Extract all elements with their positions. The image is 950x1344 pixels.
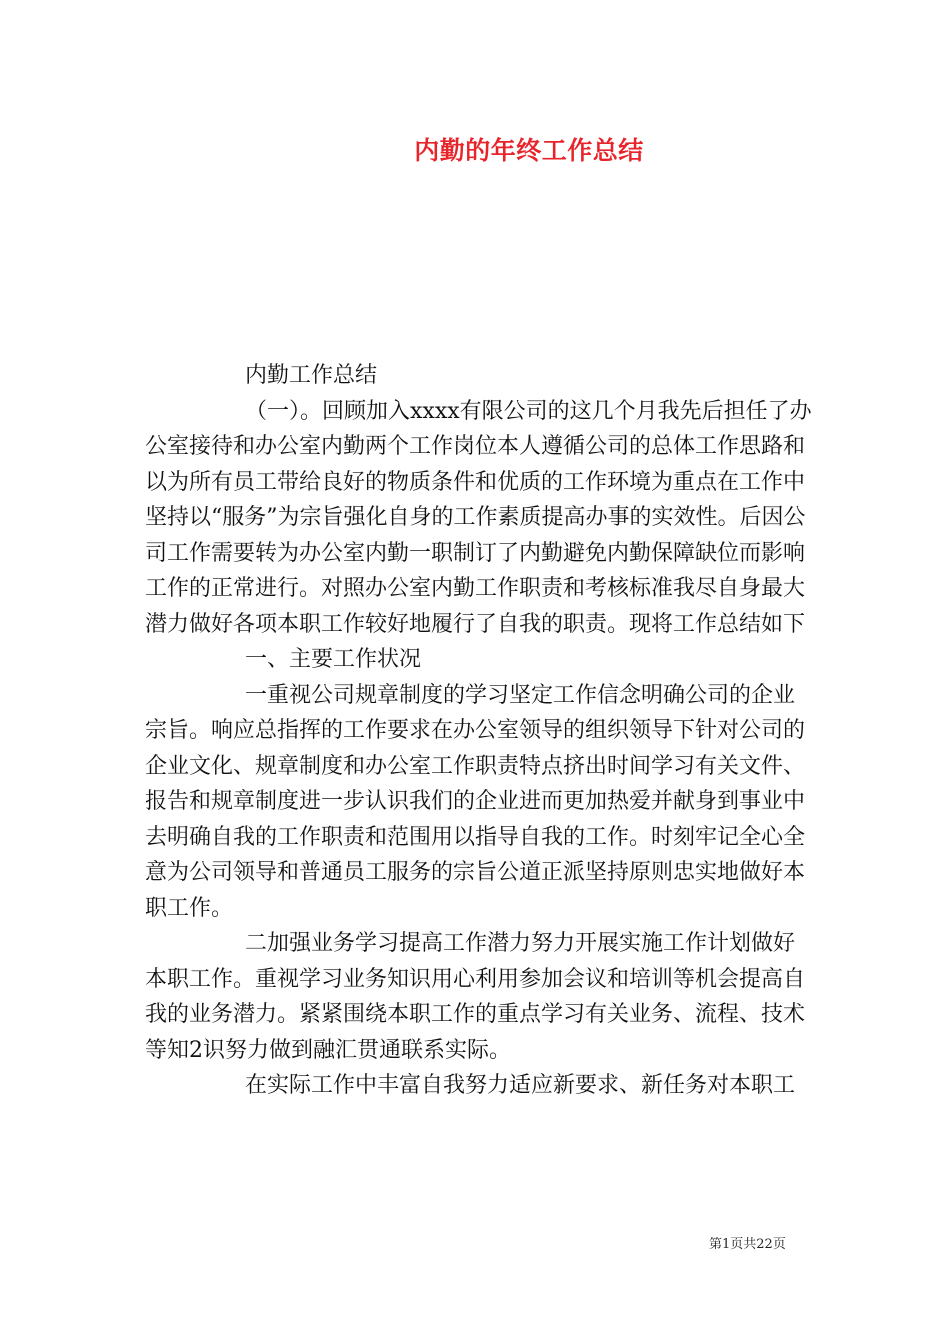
section-heading-main-work: 一、主要工作状况 — [245, 647, 422, 672]
document-title: 内勤的年终工作总结 — [414, 136, 644, 165]
page-indicator: 第1页共22页 — [709, 1237, 786, 1252]
document-heading: 内勤工作总结 — [245, 363, 378, 388]
document-body — [145, 358, 815, 1104]
paragraph-practical-work: 在实际工作中丰富自我努力适应新要求、新任务对本职工 — [245, 1073, 796, 1098]
paragraph-regulations: 一重视公司规章制度的学习坚定工作信念明确公司的企业宗旨。响应总指挥的工作要求在办公室领导的组织领导下针对公司的企业文化、规章制度和办公室工作职责特点挤出时间学习有关文件、报告和规章制度进一步认识我们的企业进而更加热爱并献身到事业中去明确自我的工作职责和范围用以指导自我的工作。时刻牢记全心全意为公司领导和普通员工服务的宗旨公道正派坚持原则忠实地做好本职工作。 — [145, 682, 806, 921]
paragraph-intro: （一）。回顾加入xxxx有限公司的这几个月我先后担任了办公室接待和办公室内勤两个工作岗位本人遵循公司的总体工作思路和以为所有员工带给良好的物质条件和优质的工作环境为重点在工作中坚持以“服务”为宗旨强化自身的工作素质提高办事的实效性。后因公司工作需要转为办公室内勤一职制订了内勤避免内勤保障缺位而影响工作的正常进行。对照办公室内勤工作职责和考核标准我尽自身最大潜力做好各项本职工作较好地履行了自我的职责。现将工作总结如下 — [145, 398, 812, 637]
paragraph-business-study: 二加强业务学习提高工作潜力努力开展实施工作计划做好本职工作。重视学习业务知识用心利用参加会议和培训等机会提高自我的业务潜力。紧紧围绕本职工作的重点学习有关业务、流程、技术等知2识努力做到融汇贯通联系实际。 — [145, 931, 806, 1063]
